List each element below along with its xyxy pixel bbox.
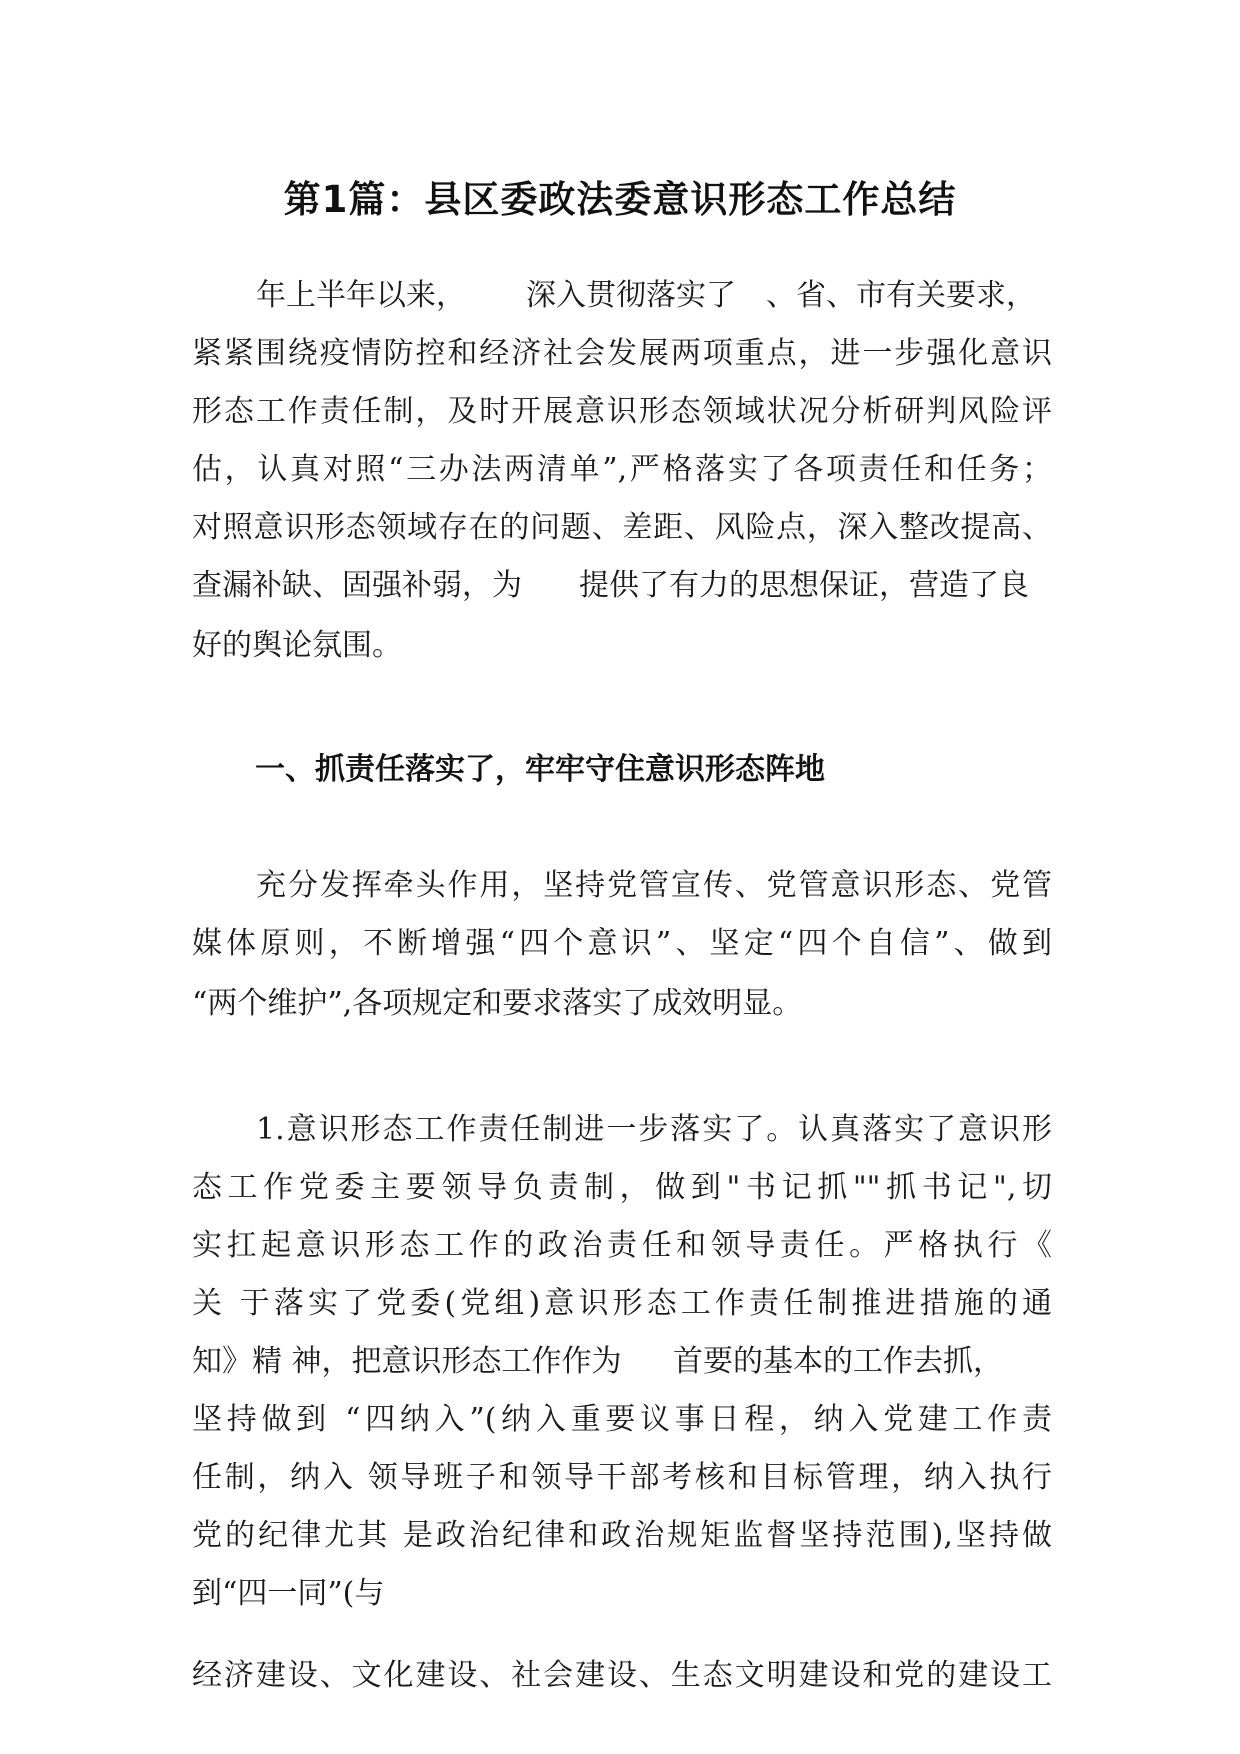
paragraph-line: 关 于落实了党委(党组)意识形态工作责任制推进措施的通	[192, 1286, 1052, 1321]
paragraph-line: 任制，纳入 领导班子和领导干部考核和目标管理，纳入执行	[192, 1460, 1052, 1495]
paragraph-line: 媒体原则，不断增强“四个意识”、坚定“四个自信”、做到	[192, 926, 1052, 961]
paragraph-text-segment: 首要的基本的工作去抓，	[673, 1344, 1003, 1379]
intro-line-2: 紧紧围绕疫情防控和经济社会发展两项重点，进一步强化意识	[192, 336, 1052, 371]
paragraph-line: 实扛起意识形态工作的政治责任和领导责任。严格执行《	[192, 1228, 1052, 1263]
paragraph-line: 态工作党委主要领导负责制，做到"书记抓""抓书记",切	[192, 1170, 1052, 1205]
paragraph-line: 坚持做到 “四纳入”(纳入重要议事日程，纳入党建工作责	[192, 1402, 1052, 1437]
paragraph-line: “两个维护”,各项规定和要求落实了成效明显。	[192, 986, 803, 1021]
section-heading: 一、抓责任落实了，牢牢守住意识形态阵地	[255, 752, 825, 787]
paragraph-line: 党的纪律尤其 是政治纪律和政治规矩监督坚持范围),坚持做	[192, 1518, 1052, 1553]
intro-text-segment: 深入贯彻落实了	[526, 278, 736, 313]
intro-line-7: 好的舆论氛围。	[192, 628, 402, 663]
intro-line-5: 对照意识形态领域存在的问题、差距、风险点，深入整改提高、	[192, 510, 1052, 545]
paragraph-line: 到“四一同”(与	[192, 1576, 385, 1611]
document-title: 第1篇：县区委政法委意识形态工作总结	[283, 178, 957, 221]
intro-line-4: 估，认真对照“三办法两清单”,严格落实了各项责任和任务；	[192, 452, 1052, 487]
intro-text-segment: 查漏补缺、固强补弱，为	[192, 568, 522, 603]
intro-line-3: 形态工作责任制，及时开展意识形态领域状况分析研判风险评	[192, 394, 1052, 429]
paragraph-line: 1.意识形态工作责任制进一步落实了。认真落实了意识形	[256, 1112, 1052, 1147]
intro-text-segment: 、省、市有关要求，	[766, 278, 1036, 313]
intro-text-segment: 提供了有力的思想保证，营造了良	[579, 568, 1029, 603]
intro-text-segment: 年上半年以来，	[256, 278, 466, 313]
paragraph-line: 经济建设、文化建设、社会建设、生态文明建设和党的建设工	[192, 1658, 1052, 1693]
paragraph-line: 充分发挥牵头作用，坚持党管宣传、党管意识形态、党管	[256, 868, 1052, 903]
paragraph-text-segment: 知》精 神，把意识形态工作作为	[192, 1344, 622, 1379]
